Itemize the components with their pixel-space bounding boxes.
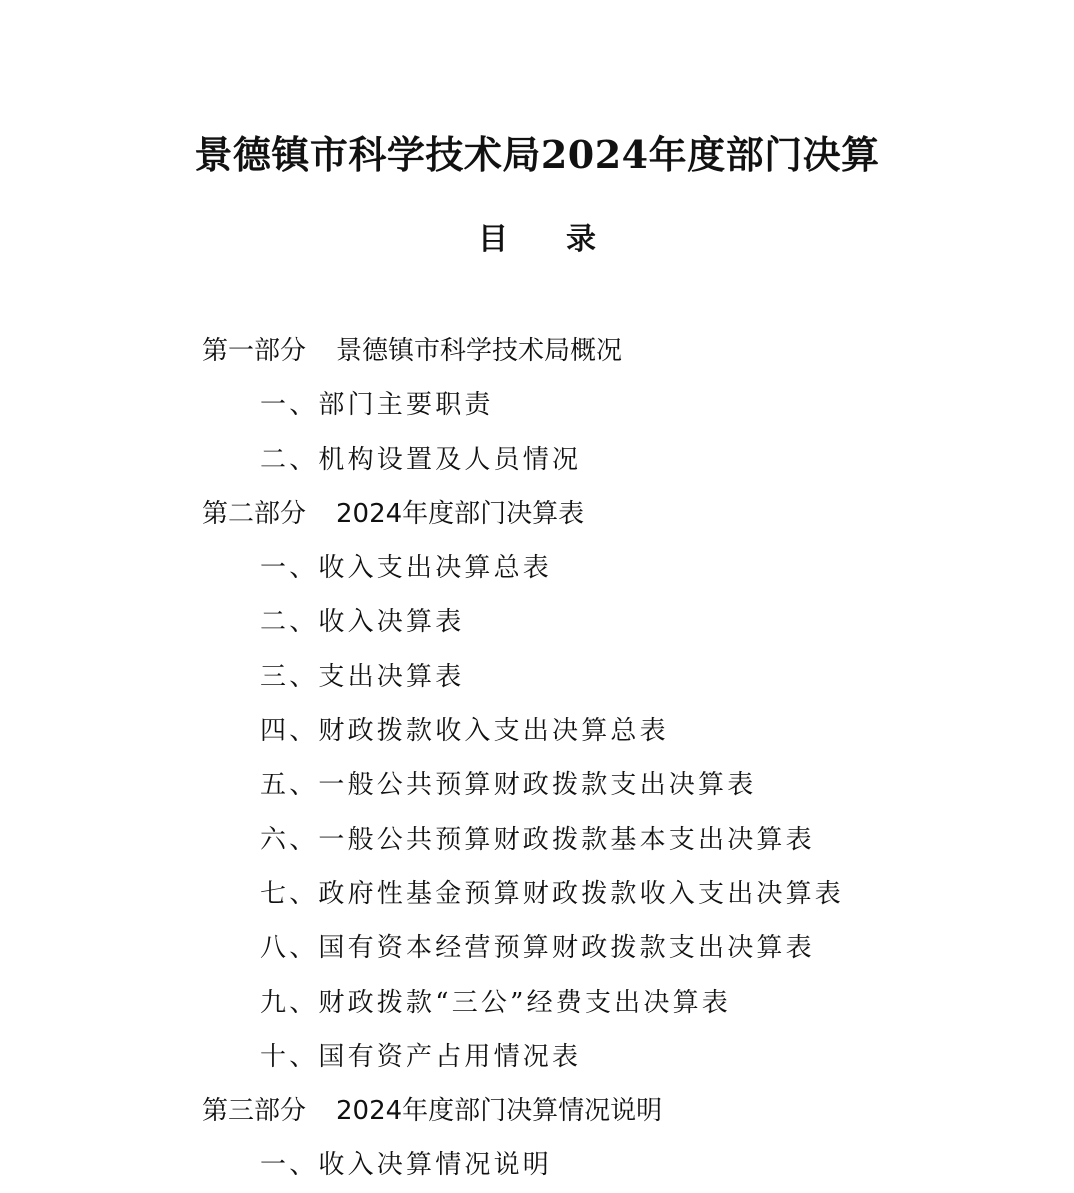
- toc-part-3: [0, 1084, 1074, 1138]
- table-of-contents: [0, 324, 1074, 1193]
- toc-item-table-7: 七、政府性基金预算财政拨款收入支出决算表: [260, 878, 845, 909]
- toc-item-table-10: 十、国有资产占用情况表: [260, 1041, 582, 1072]
- toc-item-table-9: 九、财政拨款“三公”经费支出决算表: [260, 987, 731, 1018]
- toc-item-income-explanation: 一、收入决算情况说明: [260, 1150, 553, 1181]
- toc-item-table-4: 四、财政拨款收入支出决算总表: [260, 716, 669, 747]
- toc-part-2: [0, 487, 1074, 541]
- toc-item-table-3: 三、支出决算表: [260, 661, 465, 692]
- part-number: 第一部分: [202, 336, 307, 366]
- toc-item-duties: 一、部门主要职责: [260, 390, 494, 421]
- part-title: 景德镇市科学技术局概况: [336, 336, 623, 366]
- document-title: 景德镇市科学技术局2024年度部门决算: [194, 132, 880, 178]
- toc-item-table-5: 五、一般公共预算财政拨款支出决算表: [260, 770, 757, 801]
- toc-item-table-6: 六、一般公共预算财政拨款基本支出决算表: [260, 824, 815, 855]
- part-number: 第二部分: [202, 498, 307, 529]
- toc-item-table-1: 一、收入支出决算总表: [260, 553, 553, 584]
- toc-item-table-2: 二、收入决算表: [260, 607, 465, 638]
- toc-part-1: [0, 324, 1074, 378]
- toc-item-table-8: 八、国有资本经营预算财政拨款支出决算表: [260, 933, 815, 964]
- toc-heading: 目录: [478, 222, 654, 257]
- part-title: 2024年度部门决算情况说明: [336, 1096, 663, 1127]
- toc-item-organization: 二、机构设置及人员情况: [260, 444, 582, 475]
- part-number: 第三部分: [202, 1096, 307, 1127]
- part-title: 2024年度部门决算表: [336, 498, 585, 529]
